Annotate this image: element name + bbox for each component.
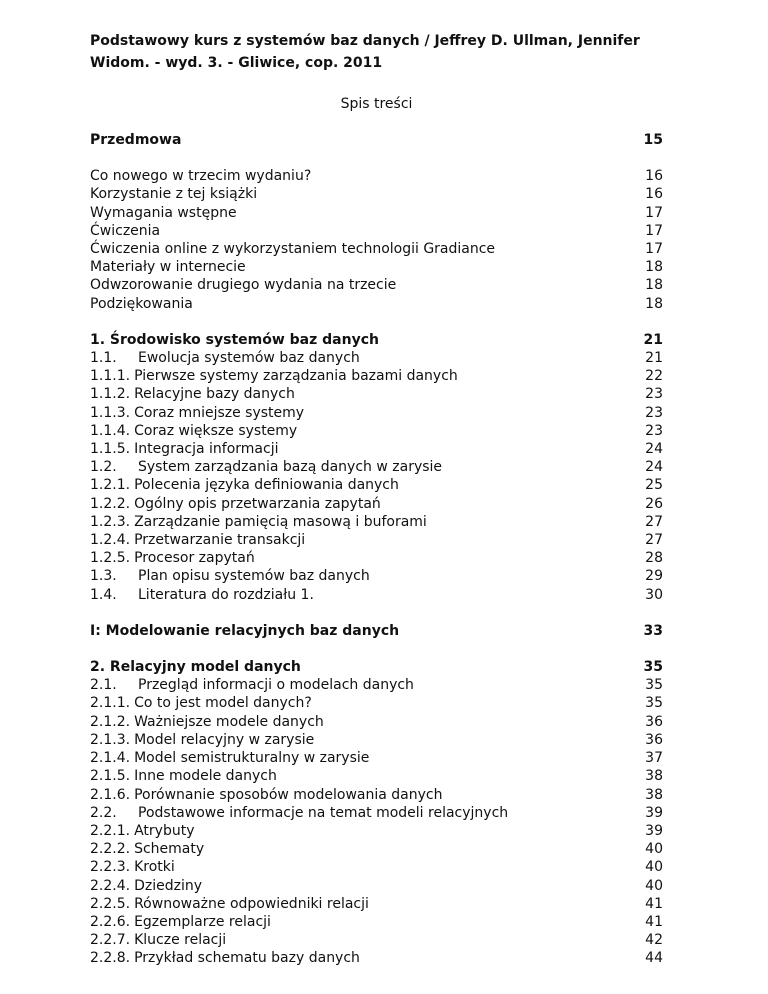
toc-entry-number: 2.2.1. — [90, 822, 131, 839]
toc-entry-page-number: 44 — [645, 950, 663, 967]
toc-entry — [90, 204, 663, 222]
toc-entry-title: Relacyjne bazy danych — [134, 386, 295, 403]
toc-entry-title: Pierwsze systemy zarządzania bazami danych — [134, 368, 458, 385]
toc-entry-page-number: 18 — [645, 259, 663, 276]
toc-entry-number: 2.2.3. — [90, 859, 131, 876]
toc-entry-number: 2.1.4. — [90, 750, 131, 767]
toc-entry-number: 1.4. — [90, 586, 117, 603]
toc-entry-title: Inne modele danych — [134, 768, 277, 785]
toc-chapter-entry — [90, 331, 663, 349]
toc-entry-page-number: 30 — [645, 586, 663, 603]
toc-entry-page-number: 40 — [645, 859, 663, 876]
toc-entry-page-number: 26 — [645, 495, 663, 512]
toc-entry-label — [90, 531, 305, 549]
toc-entry-page-number: 21 — [643, 331, 663, 348]
toc-entry — [90, 295, 663, 313]
toc-entry-title: Integracja informacji — [134, 441, 279, 458]
document-page — [90, 30, 663, 968]
toc-entry-page-number: 24 — [645, 459, 663, 476]
toc-entry-number: 2.2.5. — [90, 895, 131, 912]
toc-entry-page-number: 36 — [645, 713, 663, 730]
toc-entry — [90, 804, 663, 822]
toc-entry-label — [90, 404, 304, 422]
toc-entry-label — [90, 749, 369, 767]
toc-entry-number: 1.2. — [90, 459, 117, 476]
toc-entry-label — [90, 858, 175, 876]
toc-entry-page-number: 16 — [645, 168, 663, 185]
toc-entry-title: Ważniejsze modele danych — [134, 713, 324, 730]
toc-entry — [90, 367, 663, 385]
toc-entry — [90, 822, 663, 840]
toc-entry-number: 2.2.2. — [90, 841, 131, 858]
toc-entry-title: Korzystanie z tej książki — [90, 186, 258, 203]
toc-section — [90, 622, 663, 640]
toc-entry-label — [90, 840, 204, 858]
toc-entry — [90, 495, 663, 513]
toc-entry-page-number: 21 — [645, 350, 663, 367]
toc-entry — [90, 858, 663, 876]
toc-entry-number: 2.2. — [90, 804, 117, 821]
toc-entry-title: Wymagania wstępne — [90, 204, 237, 221]
toc-entry — [90, 240, 663, 258]
toc-entry-title: Ewolucja systemów baz danych — [138, 350, 360, 367]
toc-entry-number: 1.1.5. — [90, 441, 131, 458]
toc-entry-page-number: 18 — [645, 295, 663, 312]
toc-entry-title: Coraz mniejsze systemy — [134, 404, 305, 421]
toc-entry-label — [90, 658, 301, 676]
toc-entry-label — [90, 385, 295, 403]
toc-entry-number: 1.1.2. — [90, 386, 131, 403]
toc-entry — [90, 786, 663, 804]
toc-entry — [90, 949, 663, 967]
toc-entry-number: 2.1.5. — [90, 768, 131, 785]
toc-entry-number: 1.2.1. — [90, 477, 131, 494]
toc-entry-label — [90, 185, 257, 203]
toc-entry-title: Model semistrukturalny w zarysie — [134, 750, 370, 767]
toc-entry-number: 2.2.4. — [90, 877, 131, 894]
toc-entry-title: Równoważne odpowiedniki relacji — [134, 895, 369, 912]
toc-entry-label — [90, 422, 297, 440]
toc-entry-number: 2.1.6. — [90, 786, 131, 803]
toc-entry-label — [90, 622, 399, 640]
toc-entry-title: I: Modelowanie relacyjnych baz danych — [90, 622, 400, 639]
toc-entry-page-number: 36 — [645, 731, 663, 748]
toc-entry — [90, 713, 663, 731]
toc-entry-number: 2.2.6. — [90, 913, 131, 930]
toc-entry-page-number: 39 — [645, 804, 663, 821]
toc-entry-title: Ogólny opis przetwarzania zapytań — [134, 495, 381, 512]
toc-entry-page-number: 22 — [645, 368, 663, 385]
toc-entry-title: Atrybuty — [134, 822, 195, 839]
toc-entry-number: 1.2.4. — [90, 532, 131, 549]
toc-entry-number: 2.1. — [90, 677, 117, 694]
toc-entry-label — [90, 804, 508, 822]
toc-chapter-entry — [90, 622, 663, 640]
toc-entry-label — [90, 549, 255, 567]
toc-entry — [90, 349, 663, 367]
toc-entry-label — [90, 676, 414, 694]
toc-entry-page-number: 23 — [645, 386, 663, 403]
toc-entry-page-number: 40 — [645, 877, 663, 894]
toc-entry — [90, 531, 663, 549]
toc-entry-page-number: 39 — [645, 822, 663, 839]
toc-section — [90, 131, 663, 149]
toc-entry-page-number: 17 — [645, 241, 663, 258]
toc-entry — [90, 549, 663, 567]
toc-entry-title: Model relacyjny w zarysie — [134, 731, 315, 748]
toc-entry — [90, 731, 663, 749]
toc-entry-title: Schematy — [134, 841, 205, 858]
toc-entry — [90, 276, 663, 294]
toc-entry-page-number: 17 — [645, 204, 663, 221]
toc-entry-page-number: 28 — [645, 550, 663, 567]
toc-entry-number: 1.3. — [90, 568, 117, 585]
toc-entry — [90, 385, 663, 403]
toc-entry-page-number: 40 — [645, 841, 663, 858]
toc-entry-label — [90, 495, 381, 513]
toc-chapter-entry — [90, 131, 663, 149]
toc-entry-number: 2.2.7. — [90, 932, 131, 949]
toc-entry — [90, 895, 663, 913]
toc-entry-label — [90, 949, 360, 967]
toc-entry — [90, 586, 663, 604]
toc-entry-page-number: 35 — [645, 677, 663, 694]
toc-entry — [90, 167, 663, 185]
toc-entry-title: Ćwiczenia — [90, 222, 161, 239]
book-citation — [90, 30, 663, 74]
toc-entry-title: 2. Relacyjny model danych — [90, 659, 301, 676]
toc-entry-label — [90, 694, 312, 712]
toc-entry-title: Podstawowe informacje na temat modeli relacyjnych — [138, 804, 509, 821]
toc-entry-label — [90, 931, 226, 949]
toc-entry — [90, 749, 663, 767]
toc-entry-label — [90, 295, 193, 313]
toc-entry — [90, 440, 663, 458]
toc-entry-number: 1.1.4. — [90, 422, 131, 439]
toc-entry-label — [90, 167, 311, 185]
toc-entry-title: Coraz większe systemy — [134, 422, 298, 439]
toc-entry — [90, 840, 663, 858]
toc-entry-title: Klucze relacji — [134, 932, 227, 949]
toc-entry-label — [90, 567, 370, 585]
toc-entry-title: Porównanie sposobów modelowania danych — [134, 786, 443, 803]
toc-entry-label — [90, 240, 495, 258]
toc-entry-number: 1.2.2. — [90, 495, 131, 512]
toc-entry-label — [90, 731, 314, 749]
toc-entry-number: 2.2.8. — [90, 950, 131, 967]
toc-entry-label — [90, 440, 278, 458]
toc-section — [90, 658, 663, 967]
toc-entry-title: Ćwiczenia online z wykorzystaniem technologii Gradiance — [90, 241, 496, 258]
toc-entry-label — [90, 258, 246, 276]
toc-entry-title: Przegląd informacji o modelach danych — [138, 677, 414, 694]
toc-entry — [90, 567, 663, 585]
toc-entry-page-number: 41 — [645, 913, 663, 930]
toc-entry-label — [90, 913, 271, 931]
toc-entry-title: 1. Środowisko systemów baz danych — [90, 331, 379, 348]
toc-entry-title: Przedmowa — [90, 132, 182, 148]
toc-entry — [90, 476, 663, 494]
toc-entry-label — [90, 476, 399, 494]
toc-entry — [90, 694, 663, 712]
toc-entry-label — [90, 204, 237, 222]
toc-entry-number: 1.1.3. — [90, 404, 131, 421]
toc-entry-title: Przetwarzanie transakcji — [134, 532, 306, 549]
toc-entry-title: Materiały w internecie — [90, 259, 246, 276]
toc-entry — [90, 458, 663, 476]
toc-entry — [90, 877, 663, 895]
toc-entry-title: Co nowego w trzecim wydaniu? — [90, 168, 312, 185]
toc-entry-page-number: 25 — [645, 477, 663, 494]
toc-entry-page-number: 15 — [643, 132, 663, 148]
toc-entry-label — [90, 895, 369, 913]
toc-entry-page-number: 16 — [645, 186, 663, 203]
toc-entry-page-number: 35 — [643, 659, 663, 676]
toc-heading: Spis treści — [340, 96, 413, 112]
toc-entry-page-number: 24 — [645, 441, 663, 458]
toc-entry-page-number: 29 — [645, 568, 663, 585]
toc-entry-label — [90, 131, 181, 149]
toc-entry-label — [90, 331, 379, 349]
toc-entry-number: 1.2.3. — [90, 513, 131, 530]
book-citation-line-2: Widom. - wyd. 3. - Gliwice, cop. 2011 — [90, 55, 383, 71]
toc-entry-page-number: 27 — [645, 532, 663, 549]
toc-entry-title: Krotki — [134, 859, 175, 876]
toc-entry-title: Dziedziny — [134, 877, 202, 894]
toc-entry-number: 2.1.3. — [90, 731, 131, 748]
book-citation-line-1: Podstawowy kurs z systemów baz danych / Jeffrey D. Ullman, Jennifer — [90, 33, 640, 49]
toc-entry — [90, 676, 663, 694]
toc-entry-label — [90, 458, 442, 476]
toc-entry-page-number: 33 — [643, 622, 663, 639]
toc-entry-label — [90, 222, 160, 240]
toc-entry-title: Odwzorowanie drugiego wydania na trzecie — [90, 277, 397, 294]
toc-entry-page-number: 38 — [645, 768, 663, 785]
toc-entry-page-number: 23 — [645, 404, 663, 421]
toc-entry-title: Podziękowania — [90, 295, 193, 312]
toc-entry-number: 1.1. — [90, 350, 117, 367]
toc-entry-page-number: 17 — [645, 222, 663, 239]
toc-entry-label — [90, 276, 396, 294]
toc-entry — [90, 185, 663, 203]
toc-entry-title: Procesor zapytań — [134, 550, 255, 567]
toc-chapter-entry — [90, 658, 663, 676]
toc-entry-label — [90, 877, 202, 895]
toc-entry-title: Co to jest model danych? — [134, 695, 312, 712]
toc-section — [90, 331, 663, 604]
toc-entry-label — [90, 786, 442, 804]
toc-entry-page-number: 42 — [645, 932, 663, 949]
toc-entry-label — [90, 822, 194, 840]
toc-entry-title: Plan opisu systemów baz danych — [138, 568, 370, 585]
toc-entry-label — [90, 513, 427, 531]
toc-entry-page-number: 41 — [645, 895, 663, 912]
toc-entry-title: System zarządzania bazą danych w zarysie — [138, 459, 443, 476]
toc-entry-title: Polecenia języka definiowania danych — [134, 477, 399, 494]
toc-entry-title: Egzemplarze relacji — [134, 913, 271, 930]
toc-entry — [90, 767, 663, 785]
toc-entry-page-number: 37 — [645, 750, 663, 767]
toc-entry-page-number: 18 — [645, 277, 663, 294]
toc-entry-number: 1.1.1. — [90, 368, 131, 385]
toc-entry-page-number: 23 — [645, 422, 663, 439]
toc-entry-label — [90, 367, 458, 385]
toc-entry-label — [90, 767, 277, 785]
toc-entry-number: 1.2.5. — [90, 550, 131, 567]
toc-entry-title: Literatura do rozdziału 1. — [138, 586, 314, 603]
toc-entry-label — [90, 713, 324, 731]
toc-entry — [90, 404, 663, 422]
table-of-contents — [90, 131, 663, 968]
toc-entry — [90, 913, 663, 931]
toc-entry — [90, 422, 663, 440]
toc-entry-title: Przykład schematu bazy danych — [134, 950, 360, 967]
toc-entry — [90, 258, 663, 276]
toc-entry-label — [90, 349, 360, 367]
toc-entry-page-number: 27 — [645, 513, 663, 530]
toc-entry-label — [90, 586, 314, 604]
toc-entry — [90, 513, 663, 531]
toc-section — [90, 167, 663, 313]
toc-entry-title: Zarządzanie pamięcią masową i buforami — [134, 513, 427, 530]
toc-entry — [90, 931, 663, 949]
toc-entry — [90, 222, 663, 240]
toc-entry-page-number: 38 — [645, 786, 663, 803]
toc-entry-number: 2.1.2. — [90, 713, 131, 730]
toc-entry-page-number: 35 — [645, 695, 663, 712]
toc-entry-number: 2.1.1. — [90, 695, 131, 712]
